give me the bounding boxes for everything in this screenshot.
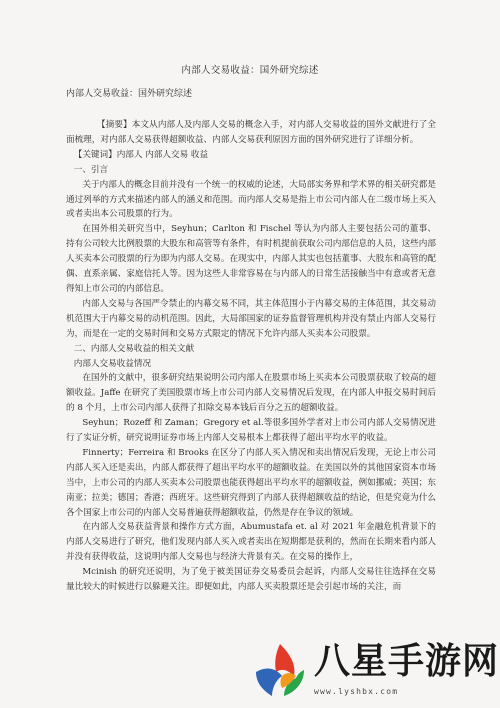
document-body (66, 118, 436, 595)
body-paragraph: Mcinish 的研究还说明，为了免于被美国证券交易委员会起诉，内部人交易往往选择在交易量比较大的时候进行以躲避关注。即便如此，内部人买卖股票还是会引起市场的关注，而 (66, 567, 436, 593)
watermark-url: www.lyshbx.com (314, 687, 399, 696)
section-heading-literature: 二、内部人交易收益的相关文献 (73, 343, 195, 354)
body-paragraph: Finnerty；Ferreira 和 Brooks 在区分了内部人买入情况和卖出情况后发现，无论上市公司内部人买入还是卖出，内部人都获得了超出平均水平的超额收益。在美国以外的其他国家资本市场当中，上市公司的内部人买卖本公司股票也能获得超出平均水平的超额收益，例如挪威；英国；东南亚；拉美；德国；香港；西班牙。这些研究得到了内部人获得超额收益的结论，但是究竟为什么各个国家上市公司的内部人交易普遍获得超额收益，仍然是存在争议的领域。 (66, 447, 436, 518)
document-subtitle: 内部人交易收益：国外研究综述 (66, 89, 193, 99)
site-watermark (252, 636, 500, 702)
site-logo-icon (252, 642, 308, 698)
body-paragraph: 在国外相关研究当中，Seyhun；Carlton 和 Fischel 等认为内部人主要包括公司的董事、持有公司较大比例股票的大股东和高管等有条件，有时机提前获取公司内部信息的人员，这些内部人买卖本公司股票的行为即为内部人交易。在现实中，内部人其实也包括董事、大股东和高管的配偶、直系亲属、家庭信托人等。因为这些人非常容易在与内部人的日常生活接触当中有意或者无意得知上市公司的内部信息。 (66, 224, 436, 294)
body-paragraph: Seyhun；Rozeff 和 Zaman；Gregory et al.等很多国外学者对上市公司内部人交易情况进行了实证分析，研究说明证券市场上内部人交易根本上都获得了超出平均水平的收益。 (66, 418, 436, 444)
section-heading-intro: 一、引言 (73, 164, 109, 175)
body-paragraph: 在内部人交易获益背景和操作方式方面，Abumustafa et. al 对 2021 年金融危机背景下的内部人交易进行了研究，他们发现内部人买入或者卖出在短期都是获利的，然而在长期来看内部人并没有获得收益，这说明内部人交易也与经济大背景有关。在交易的操作上， (66, 522, 436, 563)
keywords-paragraph: 【关键词】内部人 内部人交易 收益 (73, 149, 209, 160)
body-paragraph: 关于内部人的概念目前并没有一个统一的权威的论述，大局部实务界和学术界的相关研究都是通过列举的方式来描述内部人的涵义和范围。而内部人交易是指上市公司内部人在二级市场上买入或者卖出本公司股票的行为。 (66, 179, 436, 220)
subsection-heading: 内部人交易收益情况 (73, 358, 152, 369)
body-paragraph: 在国外的文献中，很多研究结果说明公司内部人在股票市场上买卖本公司股票获取了较高的超额收益。Jaffe 在研究了美国股票市场上市公司内部人交易情况后发现，在内部人申报交易时间后的 8 个月，上市公司内部人获得了扣除交易本钱后百分之五的超额收益。 (66, 373, 436, 414)
body-paragraph: 内部人交易与各国严令禁止的内幕交易不同，其主体范围小于内幕交易的主体范围，其交易动机范围大于内幕交易的动机范围。因此，大局部国家的证券监督管理机构并没有禁止内部人交易行为，而是在一定的交易时间和交易方式限定的情况下允许内部人买卖本公司股票。 (66, 298, 436, 339)
watermark-text: 八星手游网 (314, 641, 500, 682)
document-title: 内部人交易收益：国外研究综述 (181, 65, 319, 76)
abstract-paragraph: 【摘要】本文从内部人及内部人交易的概念入手，对内部人交易收益的国外文献进行了全面梳理，对内部人交易获得超额收益、内部人交易获利原因方面的国外研究进行了详细分析。 (66, 120, 436, 145)
